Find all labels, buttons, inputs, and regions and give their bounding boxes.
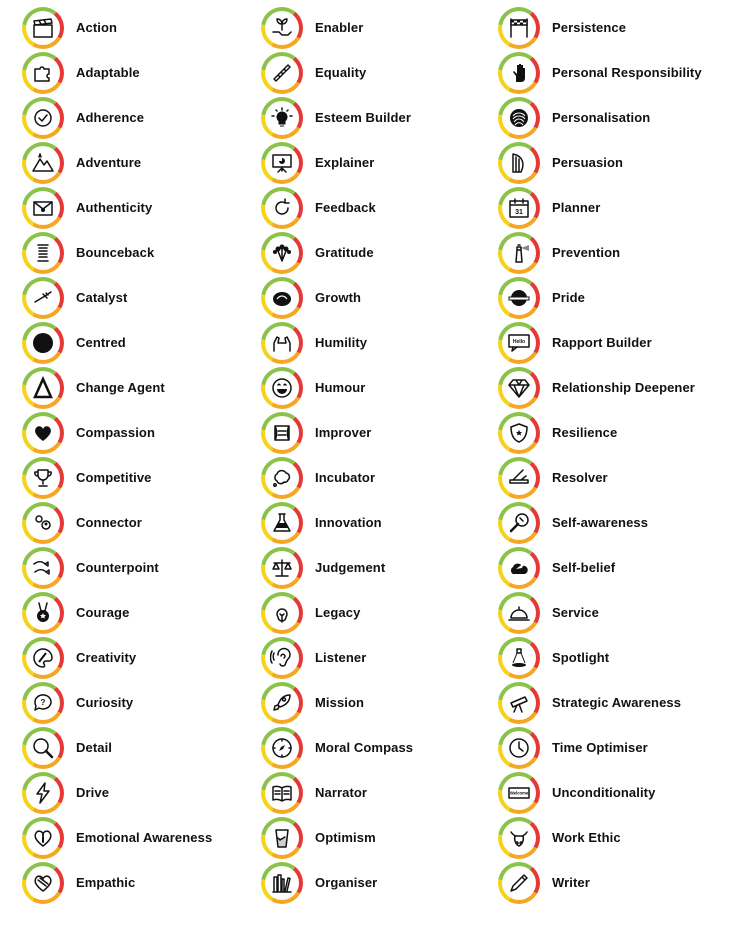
book-icon (265, 776, 299, 810)
strength-item-adherence (22, 95, 262, 140)
strength-item-personal-responsibility (498, 50, 731, 95)
strength-badge-ring (261, 772, 303, 814)
strength-badge-ring (498, 367, 540, 409)
strength-item-optimism (261, 815, 501, 860)
strength-badge-ring (22, 367, 64, 409)
strength-label: Centred (76, 335, 126, 350)
strength-label: Courage (76, 605, 130, 620)
strength-label: Listener (315, 650, 367, 665)
hand-mirror-icon (502, 506, 536, 540)
strength-item-relationship-deepener (498, 365, 731, 410)
strength-item-compassion (22, 410, 262, 455)
raised-hand-icon (502, 56, 536, 90)
strength-label: Moral Compass (315, 740, 414, 755)
fingerprint-icon (502, 101, 536, 135)
strength-badge-ring (261, 367, 303, 409)
laughing-face-icon (265, 371, 299, 405)
hands-icon (265, 326, 299, 360)
strength-badge-ring (498, 187, 540, 229)
strength-item-feedback (261, 185, 501, 230)
strength-item-rapport-builder (498, 320, 731, 365)
strength-item-persistence (498, 5, 731, 50)
checkmark-icon (26, 101, 60, 135)
svg-text:?: ? (40, 697, 46, 707)
strength-badge-ring (261, 187, 303, 229)
ribbon-seal-icon (502, 281, 536, 315)
strength-label: Change Agent (76, 380, 165, 395)
strength-label: Organiser (315, 875, 378, 890)
calendar-icon (502, 191, 536, 225)
strength-badge-ring (261, 412, 303, 454)
strength-item-drive (22, 770, 262, 815)
delta-icon (26, 371, 60, 405)
strength-item-gratitude (261, 230, 501, 275)
strength-label: Spotlight (552, 650, 610, 665)
strength-item-incubator (261, 455, 501, 500)
strength-item-counterpoint (22, 545, 262, 590)
strength-badge-ring (498, 232, 540, 274)
strength-label: Emotional Awareness (76, 830, 213, 845)
strength-badge-ring (498, 682, 540, 724)
strength-item-prevention (498, 230, 731, 275)
strength-label: Legacy (315, 605, 361, 620)
lightbulb-icon (265, 101, 299, 135)
strength-label: Time Optimiser (552, 740, 648, 755)
strength-item-pride (498, 275, 731, 320)
strength-label: Connector (76, 515, 142, 530)
presentation-icon (265, 146, 299, 180)
strength-badge-ring (261, 592, 303, 634)
strength-item-enabler (261, 5, 501, 50)
puzzle-icon (26, 56, 60, 90)
strength-badge-ring (498, 727, 540, 769)
people-icon (26, 506, 60, 540)
strength-item-judgement (261, 545, 501, 590)
strength-label: Compassion (76, 425, 156, 440)
strength-item-legacy (261, 590, 501, 635)
strength-label: Action (76, 20, 118, 35)
strength-badge-ring (261, 232, 303, 274)
strength-label: Empathic (76, 875, 136, 890)
hello-bubble-icon (502, 326, 536, 360)
strength-badge-ring (498, 457, 540, 499)
shield-icon (502, 416, 536, 450)
strength-badge-ring (261, 97, 303, 139)
cloud-plane-icon (502, 551, 536, 585)
strength-badge-ring (22, 817, 64, 859)
strength-badge-ring (261, 277, 303, 319)
clock-icon (502, 731, 536, 765)
strength-badge-ring (22, 187, 64, 229)
strength-badge-ring (498, 772, 540, 814)
heart-bandage-icon (26, 866, 60, 900)
strength-label: Adherence (76, 110, 145, 125)
strength-badge-ring (261, 727, 303, 769)
strength-label: Prevention (552, 245, 621, 260)
strength-badge-ring (498, 412, 540, 454)
strength-item-organiser (261, 860, 501, 905)
strength-badge-ring (261, 52, 303, 94)
seed-icon (265, 281, 299, 315)
tree-icon (265, 596, 299, 630)
strength-badge-ring (22, 547, 64, 589)
finish-line-icon (502, 11, 536, 45)
lightning-icon (26, 776, 60, 810)
strength-label: Equality (315, 65, 367, 80)
compass-icon (265, 731, 299, 765)
strength-badge-ring (261, 457, 303, 499)
strength-item-bounceback (22, 230, 262, 275)
scales-icon (265, 551, 299, 585)
strength-label: Explainer (315, 155, 375, 170)
rocket-icon (265, 686, 299, 720)
glass-icon (265, 821, 299, 855)
strength-badge-ring (22, 862, 64, 904)
strength-label: Writer (552, 875, 590, 890)
plant-hand-icon (265, 11, 299, 45)
strength-item-planner (498, 185, 731, 230)
strength-badge-ring (22, 727, 64, 769)
loop-arrow-icon (265, 191, 299, 225)
strength-item-writer (498, 860, 731, 905)
strength-item-narrator (261, 770, 501, 815)
filled-circle-icon (26, 326, 60, 360)
strength-label: Mission (315, 695, 365, 710)
strength-badge-ring (498, 322, 540, 364)
strength-badge-ring (498, 637, 540, 679)
strength-badge-ring (22, 142, 64, 184)
spring-icon (26, 236, 60, 270)
strength-item-growth (261, 275, 501, 320)
strength-label: Adventure (76, 155, 142, 170)
strengths-column-2 (261, 5, 501, 905)
pen-icon (502, 866, 536, 900)
strength-badge-ring (261, 502, 303, 544)
strength-label: Resolver (552, 470, 608, 485)
strength-item-centred (22, 320, 262, 365)
strength-label: Self-awareness (552, 515, 649, 530)
strength-badge-ring (22, 232, 64, 274)
strength-badge-ring (498, 52, 540, 94)
strength-item-humour (261, 365, 501, 410)
strength-item-change-agent (22, 365, 262, 410)
strength-badge-ring (498, 142, 540, 184)
strength-badge-ring (22, 637, 64, 679)
strength-item-detail (22, 725, 262, 770)
strength-badge-ring (261, 547, 303, 589)
strength-label: Narrator (315, 785, 368, 800)
strength-item-equality (261, 50, 501, 95)
spark-icon (26, 281, 60, 315)
strengths-column-3 (498, 5, 731, 905)
strength-label: Growth (315, 290, 362, 305)
strength-label: Incubator (315, 470, 376, 485)
bookshelf-icon (265, 866, 299, 900)
ruler-icon (265, 56, 299, 90)
lighthouse-icon (502, 236, 536, 270)
strength-label: Strategic Awareness (552, 695, 682, 710)
strength-label: Improver (315, 425, 372, 440)
strength-label: Unconditionality (552, 785, 656, 800)
pocket-knife-icon (502, 461, 536, 495)
strength-item-creativity (22, 635, 262, 680)
strength-label: Counterpoint (76, 560, 159, 575)
strength-item-spotlight (498, 635, 731, 680)
strength-label: Competitive (76, 470, 152, 485)
icon-text: 31 (515, 208, 523, 216)
strength-item-competitive (22, 455, 262, 500)
mountain-icon (26, 146, 60, 180)
strength-badge-ring (261, 817, 303, 859)
strength-badge-ring (498, 7, 540, 49)
palette-icon (26, 641, 60, 675)
bouquet-icon (265, 236, 299, 270)
strength-badge-ring (22, 592, 64, 634)
strength-label: Rapport Builder (552, 335, 652, 350)
strength-badge-ring (261, 322, 303, 364)
strength-item-catalyst (22, 275, 262, 320)
medal-icon (26, 596, 60, 630)
fish-icon (26, 551, 60, 585)
strength-item-personalisation (498, 95, 731, 140)
strength-item-authenticity (22, 185, 262, 230)
strength-item-empathic (22, 860, 262, 905)
strength-badge-ring (22, 322, 64, 364)
magnifier-icon (26, 731, 60, 765)
strength-label: Planner (552, 200, 601, 215)
spotlight-icon (502, 641, 536, 675)
strength-badge-ring (261, 7, 303, 49)
ox-icon (502, 821, 536, 855)
strength-label: Optimism (315, 830, 376, 845)
clapperboard-icon (26, 11, 60, 45)
strength-label: Detail (76, 740, 113, 755)
strength-badge-ring (261, 682, 303, 724)
strength-label: Self-belief (552, 560, 616, 575)
strength-label: Personal Responsibility (552, 65, 702, 80)
strength-label: Bounceback (76, 245, 155, 260)
strength-badge-ring (498, 277, 540, 319)
strength-badge-ring (22, 52, 64, 94)
diamond-icon (502, 371, 536, 405)
strength-item-work-ethic (498, 815, 731, 860)
strength-label: Resilience (552, 425, 618, 440)
strength-badge-ring (22, 502, 64, 544)
strength-item-self-awareness (498, 500, 731, 545)
strength-label: Humility (315, 335, 368, 350)
strength-item-adaptable (22, 50, 262, 95)
strength-badge-ring (22, 277, 64, 319)
strength-label: Authenticity (76, 200, 153, 215)
trophy-icon (26, 461, 60, 495)
strength-badge-ring (22, 682, 64, 724)
strength-label: Humour (315, 380, 366, 395)
scroll-icon (265, 416, 299, 450)
strength-badge-ring (498, 862, 540, 904)
strength-item-moral-compass (261, 725, 501, 770)
thought-cloud-icon (265, 461, 299, 495)
envelope-icon (26, 191, 60, 225)
strength-label: Drive (76, 785, 110, 800)
strength-label: Persuasion (552, 155, 624, 170)
strength-label: Catalyst (76, 290, 128, 305)
strength-badge-ring (22, 457, 64, 499)
strength-item-explainer (261, 140, 501, 185)
strength-label: Curiosity (76, 695, 134, 710)
ear-icon (265, 641, 299, 675)
strength-label: Gratitude (315, 245, 374, 260)
strength-label: Persistence (552, 20, 627, 35)
strength-label: Adaptable (76, 65, 140, 80)
strength-label: Judgement (315, 560, 386, 575)
strength-label: Work Ethic (552, 830, 621, 845)
strength-label: Creativity (76, 650, 137, 665)
strength-badge-ring (261, 142, 303, 184)
strength-item-action (22, 5, 262, 50)
strength-item-service (498, 590, 731, 635)
strength-badge-ring (22, 412, 64, 454)
strength-item-emotional-awareness (22, 815, 262, 860)
strength-label: Personalisation (552, 110, 651, 125)
flask-icon (265, 506, 299, 540)
strength-badge-ring (498, 817, 540, 859)
harp-icon (502, 146, 536, 180)
strength-item-self-belief (498, 545, 731, 590)
strength-badge-ring (261, 862, 303, 904)
strength-label: Esteem Builder (315, 110, 412, 125)
strength-badge-ring (498, 502, 540, 544)
heart-hand-icon (26, 416, 60, 450)
strength-item-unconditionality (498, 770, 731, 815)
strength-badge-ring (498, 97, 540, 139)
strength-label: Service (552, 605, 599, 620)
heart-info-icon (26, 821, 60, 855)
strength-badge-ring (22, 7, 64, 49)
strength-item-persuasion (498, 140, 731, 185)
strengths-column-1 (22, 5, 262, 905)
strength-item-esteem-builder (261, 95, 501, 140)
strength-label: Enabler (315, 20, 364, 35)
strength-item-mission (261, 680, 501, 725)
strength-item-curiosity (22, 680, 262, 725)
strength-badge-ring (22, 97, 64, 139)
strength-label: Pride (552, 290, 586, 305)
strength-item-adventure (22, 140, 262, 185)
strength-label: Relationship Deepener (552, 380, 695, 395)
cloche-icon (502, 596, 536, 630)
strength-label: Feedback (315, 200, 376, 215)
strength-badge-ring (498, 592, 540, 634)
strength-item-courage (22, 590, 262, 635)
icon-text: Hello (512, 338, 526, 345)
strength-item-strategic-awareness (498, 680, 731, 725)
question-bubble-icon (26, 686, 60, 720)
strength-item-time-optimiser (498, 725, 731, 770)
strength-item-improver (261, 410, 501, 455)
strength-label: Innovation (315, 515, 382, 530)
welcome-mat-icon (502, 776, 536, 810)
strength-item-resilience (498, 410, 731, 455)
strength-badge-ring (261, 637, 303, 679)
strength-item-listener (261, 635, 501, 680)
strength-item-humility (261, 320, 501, 365)
strength-badge-ring (22, 772, 64, 814)
telescope-icon (502, 686, 536, 720)
strength-item-connector (22, 500, 262, 545)
icon-text: Welcome (509, 790, 529, 795)
strength-badge-ring (498, 547, 540, 589)
strength-item-resolver (498, 455, 731, 500)
strength-item-innovation (261, 500, 501, 545)
